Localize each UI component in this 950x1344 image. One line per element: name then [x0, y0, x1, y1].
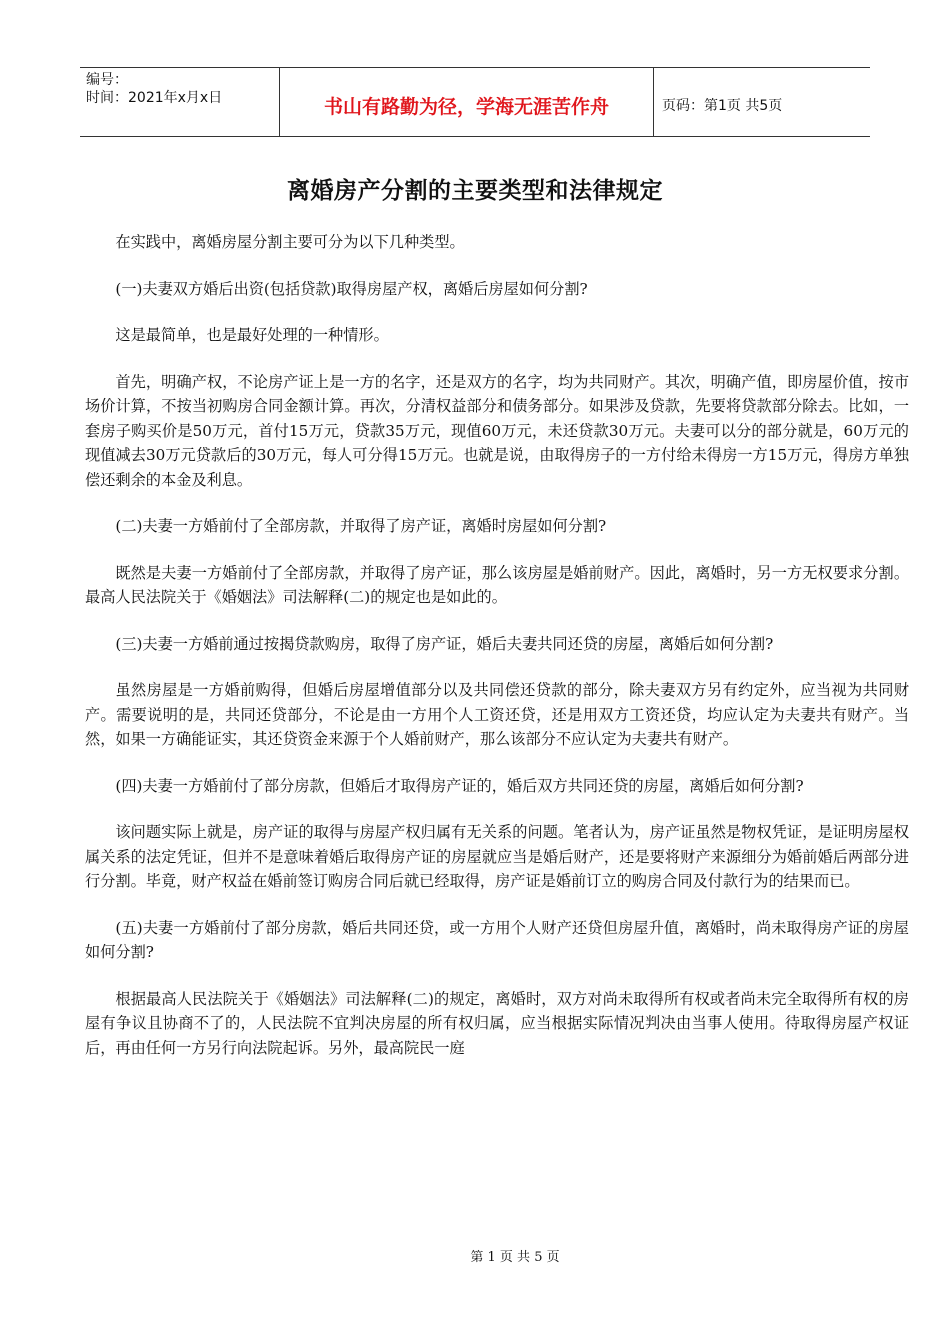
- paragraph: 在实践中，离婚房屋分割主要可分为以下几种类型。: [115, 233, 465, 251]
- paragraph: 既然是夫妻一方婚前付了全部房款，并取得了房产证，那么该房屋是婚前财产。因此，离婚时，另一方无权要求分割。最高人民法院关于《婚姻法》司法解释(二)的规定也是如此的。: [85, 563, 909, 606]
- header-page-info: 页码：第1页 共5页: [662, 98, 783, 114]
- document-title: 离婚房产分割的主要类型和法律规定: [287, 178, 663, 204]
- paragraph: 这是最简单，也是最好处理的一种情形。: [115, 326, 389, 344]
- section-heading: (五)夫妻一方婚前付了部分房款，婚后共同还贷，或一方用个人财产还贷但房屋升值，离婚时，尚未取得房产证的房屋如何分割?: [85, 918, 909, 961]
- paragraph: 根据最高人民法院关于《婚姻法》司法解释(二)的规定，离婚时，双方对尚未取得所有权或者尚未完全取得所有权的房屋有争议且协商不了的，人民法院不宜判决房屋的所有权归属，应当根据实际情况判决由当事人使用。待取得房屋产权证后，再由任何一方另行向法院起诉。另外，最高院民一庭: [85, 989, 909, 1057]
- section-heading: (一)夫妻双方婚后出资(包括贷款)取得房屋产权，离婚后房屋如何分割?: [115, 279, 588, 298]
- page-footer: 第 1 页 共 5 页: [470, 1250, 560, 1265]
- section-heading: (二)夫妻一方婚前付了全部房款，并取得了房产证，离婚时房屋如何分割?: [115, 517, 607, 535]
- header-meta: [80, 68, 280, 136]
- header-slogan: 书山有路勤为径，学海无涯苦作舟: [280, 68, 654, 136]
- document-header: [80, 67, 870, 137]
- time-label: 时间：2021年x月x日: [86, 90, 223, 106]
- paragraph: 首先，明确产权，不论房产证上是一方的名字，还是双方的名字，均为共同财产。其次，明确产值，即房屋价值，按市场价计算，不按当初购房合同金额计算。再次，分清权益部分和债务部分。如果涉及贷款，先要将贷款部分除去。比如，一套房子购买价是50万元，首付15万元，贷款35万元，现值60万元，未还贷款30万元。夫妻可以分的部分就是，60万元的现值减去30万元贷款后的30万元，每人可分得15万元。也就是说，由取得房子的一方付给未得房一方15万元，得房方单独偿还剩余的本金及利息。: [85, 372, 909, 489]
- document-body: [85, 230, 909, 1082]
- section-heading: (四)夫妻一方婚前付了部分房款，但婚后才取得房产证的，婚后双方共同还贷的房屋，离婚后如何分割?: [115, 776, 804, 795]
- number-label: 编号：: [86, 72, 128, 88]
- paragraph: 该问题实际上就是，房产证的取得与房屋产权归属有无关系的问题。笔者认为，房产证虽然是物权凭证，是证明房屋权属关系的法定凭证，但并不是意味着婚后取得房产证的房屋就应当是婚后财产，还是要将财产来源细分为婚前婚后两部分进行分割。毕竟，财产权益在婚前签订购房合同后就已经取得，房产证是婚前订立的购房合同及付款行为的结果而已。: [85, 823, 909, 890]
- section-heading: (三)夫妻一方婚前通过按揭贷款购房，取得了房产证，婚后夫妻共同还贷的房屋，离婚后如何分割?: [115, 634, 774, 653]
- paragraph: 虽然房屋是一方婚前购得，但婚后房屋增值部分以及共同偿还贷款的部分，除夫妻双方另有约定外，应当视为共同财产。需要说明的是，共同还贷部分，不论是由一方用个人工资还贷，还是用双方工资还贷，均应认定为夫妻共有财产。当然，如果一方确能证实，其还贷资金来源于个人婚前财产，那么该部分不应认定为夫妻共有财产。: [85, 681, 909, 748]
